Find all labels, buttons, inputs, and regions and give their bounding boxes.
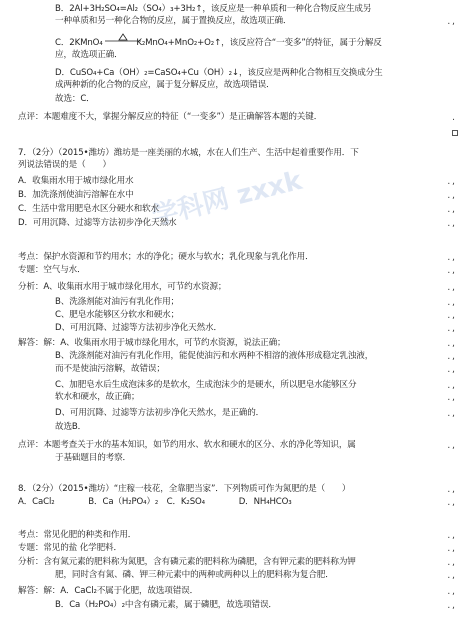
text-line: 于基础题目的考察． bbox=[55, 453, 131, 463]
paragraph-mark: ., bbox=[446, 191, 456, 200]
text-line: 软水和硬水，故正确； bbox=[55, 392, 140, 402]
paragraph-mark: ., bbox=[446, 283, 456, 292]
text-line: D．CuSO₄+Ca（OH）₂=CaSO₄+Cu（OH）₂↓，该反应是两种化合物相互交换成分生 bbox=[55, 68, 383, 78]
text-line: D．可用沉降、过滤等方法初步净化天然水 bbox=[18, 218, 177, 228]
text-line: 专题：常见的盐 化学肥料． bbox=[18, 543, 122, 553]
paragraph-mark: ., bbox=[446, 365, 456, 374]
text-line: 分析：A、收集雨水用于城市绿化用水，可节约水资源； bbox=[18, 282, 227, 292]
paragraph-mark: ., bbox=[446, 311, 456, 320]
heating-triangle-icon bbox=[104, 30, 142, 44]
text-line: 8．（2分）（2015•潍坊）“庄稼一枝花，全靠肥当家”．下列物质可作为氮肥的是（ ） bbox=[18, 484, 351, 494]
text-line: 成两种新的化合物的反应，属于复分解反应，故选项错误． bbox=[55, 80, 275, 90]
text-line: 列说法错误的是（ ） bbox=[18, 160, 111, 170]
text-line: C．生活中常用肥皂水区分硬水和软水 bbox=[18, 204, 159, 214]
text-line: 肥，同时含有氮、磷、钾三种元素中的两种或两种以上的肥料称为复合肥． bbox=[55, 570, 334, 580]
paragraph-mark: . bbox=[451, 113, 456, 122]
paragraph-mark: ., bbox=[446, 558, 456, 567]
paragraph-mark: ., bbox=[446, 498, 456, 507]
paragraph-mark: ., bbox=[446, 266, 456, 275]
paragraph-mark: ., bbox=[446, 381, 456, 390]
text-line: 考点：常见化肥的种类和作用． bbox=[18, 530, 137, 540]
text-line: A．收集雨水用于城市绿化用水 bbox=[18, 176, 134, 186]
text-line: 解答：解：A．CaCl₂不属于化肥，故选项错误． bbox=[18, 586, 199, 596]
paragraph-mark: ., bbox=[446, 485, 456, 494]
text-line: 故选：C． bbox=[55, 94, 95, 104]
paragraph-mark: ., bbox=[446, 571, 456, 580]
paragraph-mark: ., bbox=[446, 17, 456, 26]
paragraph-mark: ., bbox=[446, 352, 456, 361]
paragraph-mark: ., bbox=[446, 393, 456, 402]
paragraph-mark: ., bbox=[446, 531, 456, 540]
text-line: B．2Al+3H₂SO₄=Al₂（SO₄）₃+3H₂↑，该反应是一种单质和一种化合物反应生成另 bbox=[55, 4, 372, 14]
text-line: 而不是使油污溶解，故错误； bbox=[55, 364, 165, 374]
watermark: 学科网 zxxk bbox=[149, 165, 305, 232]
text-line: 一种单质和另一种化合物的反应，属于置换反应，故选项正确． bbox=[55, 16, 292, 26]
paragraph-mark: ., bbox=[446, 587, 456, 596]
text-line: 点评：本题考查关于水的基本知识，如节约用水、软水和硬水的区分、水的净化等知识，属 bbox=[18, 440, 356, 450]
paragraph-mark: ., bbox=[446, 219, 456, 228]
text-line: A．CaCl₂ B．Ca（H₂PO₄）₂ C．K₂SO₄ D．NH₄HCO₃ bbox=[18, 497, 292, 507]
paragraph-mark: ., bbox=[446, 409, 456, 418]
text-line: B．加洗涤剂使油污溶解在水中 bbox=[18, 190, 134, 200]
text-line: D、可用沉降、过滤等方法初步净化天然水． bbox=[55, 323, 222, 333]
text-line: 7．（2分）（2015•潍坊）潍坊是一座美丽的水城，水在人们生产、生活中起着重要作用．下 bbox=[18, 148, 359, 158]
text-line: C、加肥皂水后生成泡沫多的是软水，生成泡沫少的是硬水，所以肥皂水能够区分 bbox=[55, 380, 357, 390]
text-line: B、洗涤剂能对油污有乳化作用，能促使油污和水两种不相溶的液体形成稳定乳浊液， bbox=[55, 351, 374, 361]
paragraph-mark: ., bbox=[446, 339, 456, 348]
text-line: D、可用沉降、过滤等方法初步净化天然水，是正确的． bbox=[55, 408, 265, 418]
text-line: B、洗涤剂能对油污有乳化作用； bbox=[55, 297, 179, 307]
paragraph-mark: ., bbox=[446, 601, 456, 610]
paragraph-mark: ., bbox=[446, 177, 456, 186]
paragraph-mark: ., bbox=[446, 253, 456, 262]
text-line: 点评：本题难度不大，掌握分解反应的特征（“一变多”）是正确解答本题的关键． bbox=[18, 112, 323, 122]
text-line: 专题：空气与水． bbox=[18, 265, 86, 275]
text-line: 故选B． bbox=[55, 422, 87, 432]
text-line: B．Ca（H₂PO₄）₂中含有磷元素，属于磷肥，故选项错误． bbox=[55, 600, 277, 610]
paragraph-mark: ., bbox=[446, 544, 456, 553]
corner-mark bbox=[452, 130, 458, 136]
text-line: 解答：解：A、收集雨水用于城市绿化用水，可节约水资源，说法正确； bbox=[18, 338, 286, 348]
paragraph-mark: ., bbox=[446, 441, 456, 450]
text-line: 分析：含有氮元素的肥料称为氮肥，含有磷元素的肥料称为磷肥，含有钾元素的肥料称为钾 bbox=[18, 557, 356, 567]
paragraph-mark: ., bbox=[446, 205, 456, 214]
paragraph-mark: ., bbox=[446, 324, 456, 333]
text-line: 考点：保护水资源和节约用水；水的净化；硬水与软水；乳化现象与乳化作用． bbox=[18, 252, 314, 262]
text-line: C、肥皂水能够区分软水和硬水； bbox=[55, 310, 180, 320]
paragraph-mark: ., bbox=[446, 298, 456, 307]
text-line: 应，故选项正确． bbox=[55, 50, 123, 60]
text-line: C．2KMnO₄ K₂MnO₄+MnO₂+O₂↑，该反应符合“一变多”的特征，属于分解反 bbox=[55, 38, 382, 48]
